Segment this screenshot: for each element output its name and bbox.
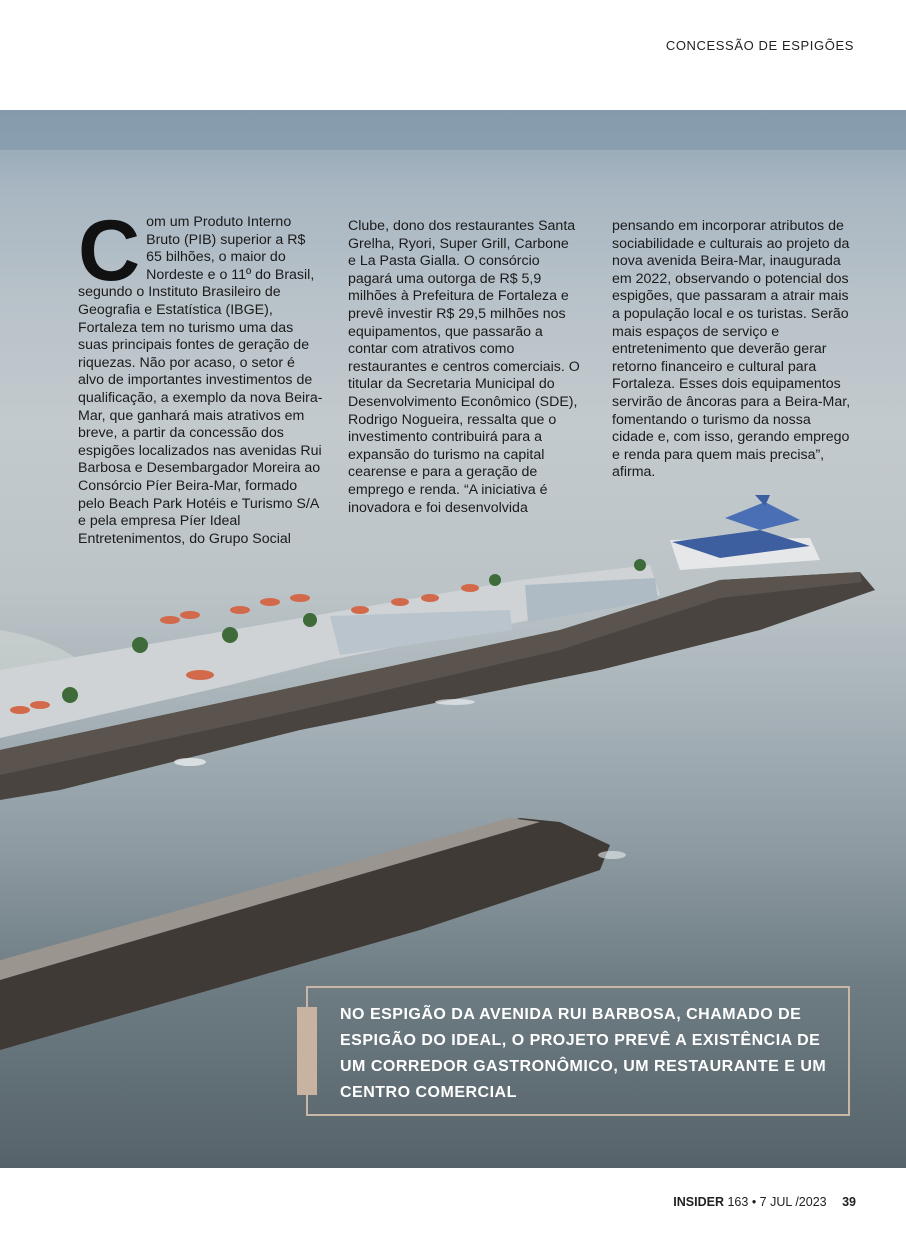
page-footer xyxy=(673,1195,856,1209)
article-text-3: pensando em incorporar atributos de sociabilidade e culturais ao projeto da nova avenida Beira-Mar, inaugurada em 2022, observando o potencial dos espigões, que passaram a atrair mais a população local e os turistas. Serão mais espaços de serviço e entretenimento que deverão gerar retorno financeiro e cultural para Fortaleza. Esses dois equipamentos servirão de âncoras para a Beira-Mar, fomentando o turismo da nossa cidade e, com isso, gerando emprego e renda para quem mais precisa”, afirma. xyxy=(612,218,851,481)
article-column-2 xyxy=(348,218,580,517)
article-column-3 xyxy=(612,218,856,482)
article-column-1 xyxy=(78,203,324,548)
section-label: CONCESSÃO DE ESPIGÕES xyxy=(665,38,854,53)
article-text-2: Clube, dono dos restaurantes Santa Grelha, Ryori, Super Grill, Carbone e La Pasta Gialla. O consórcio pagará uma outorga de R$ 5,9 milhões à Prefeitura de Fortaleza e prevê investir R$ 29,5 milhões nos equipamentos, que passarão a contar com atrativos como restaurantes e centros comerciais. O titular da Secretaria Municipal do Desenvolvimento Econômico (SDE), Rodrigo Nogueira, ressalta que o investimento contribuirá para a expansão do turismo na capital cearense e para a geração de emprego e renda. “A iniciativa é inovadora e foi desenvolvida xyxy=(348,218,580,516)
article-text-1: om um Produto Interno Bruto (PIB) superior a R$ 65 bilhões, o maior do Nordeste e o 11º do Brasil, segundo o Instituto Brasileiro de Geografia e Estatística (IBGE), Fortaleza tem no turismo uma das suas principais fontes de geração de riquezas. Não por acaso, o setor é alvo de importantes investimentos de qualificação, a exemplo da nova Beira-Mar, que ganhará mais atrativos em breve, a partir da concessão dos espigões localizados nas avenidas Rui Barbosa e Desembargador Moreira ao Consórcio Píer Beira-Mar, formado pelo Beach Park Hotéis e Turismo S/A e pela empresa Píer Ideal Entretenimentos, do Grupo Social xyxy=(78,214,323,547)
pullquote-text: NO ESPIGÃO DA AVENIDA RUI BARBOSA, CHAMADO DE ESPIGÃO DO IDEAL, O PROJETO PREVÊ A EXISTÊNCIA DE UM CORREDOR GASTRONÔMICO, UM RESTAURANTE E UM CENTRO COMERCIAL xyxy=(340,1006,827,1101)
pullquote-accent-bar xyxy=(297,1007,317,1095)
magazine-name: INSIDER xyxy=(673,1195,724,1209)
page-number: 39 xyxy=(842,1195,856,1209)
issue-info: 163 • 7 JUL /2023 xyxy=(727,1195,827,1209)
drop-cap: C xyxy=(78,203,141,299)
